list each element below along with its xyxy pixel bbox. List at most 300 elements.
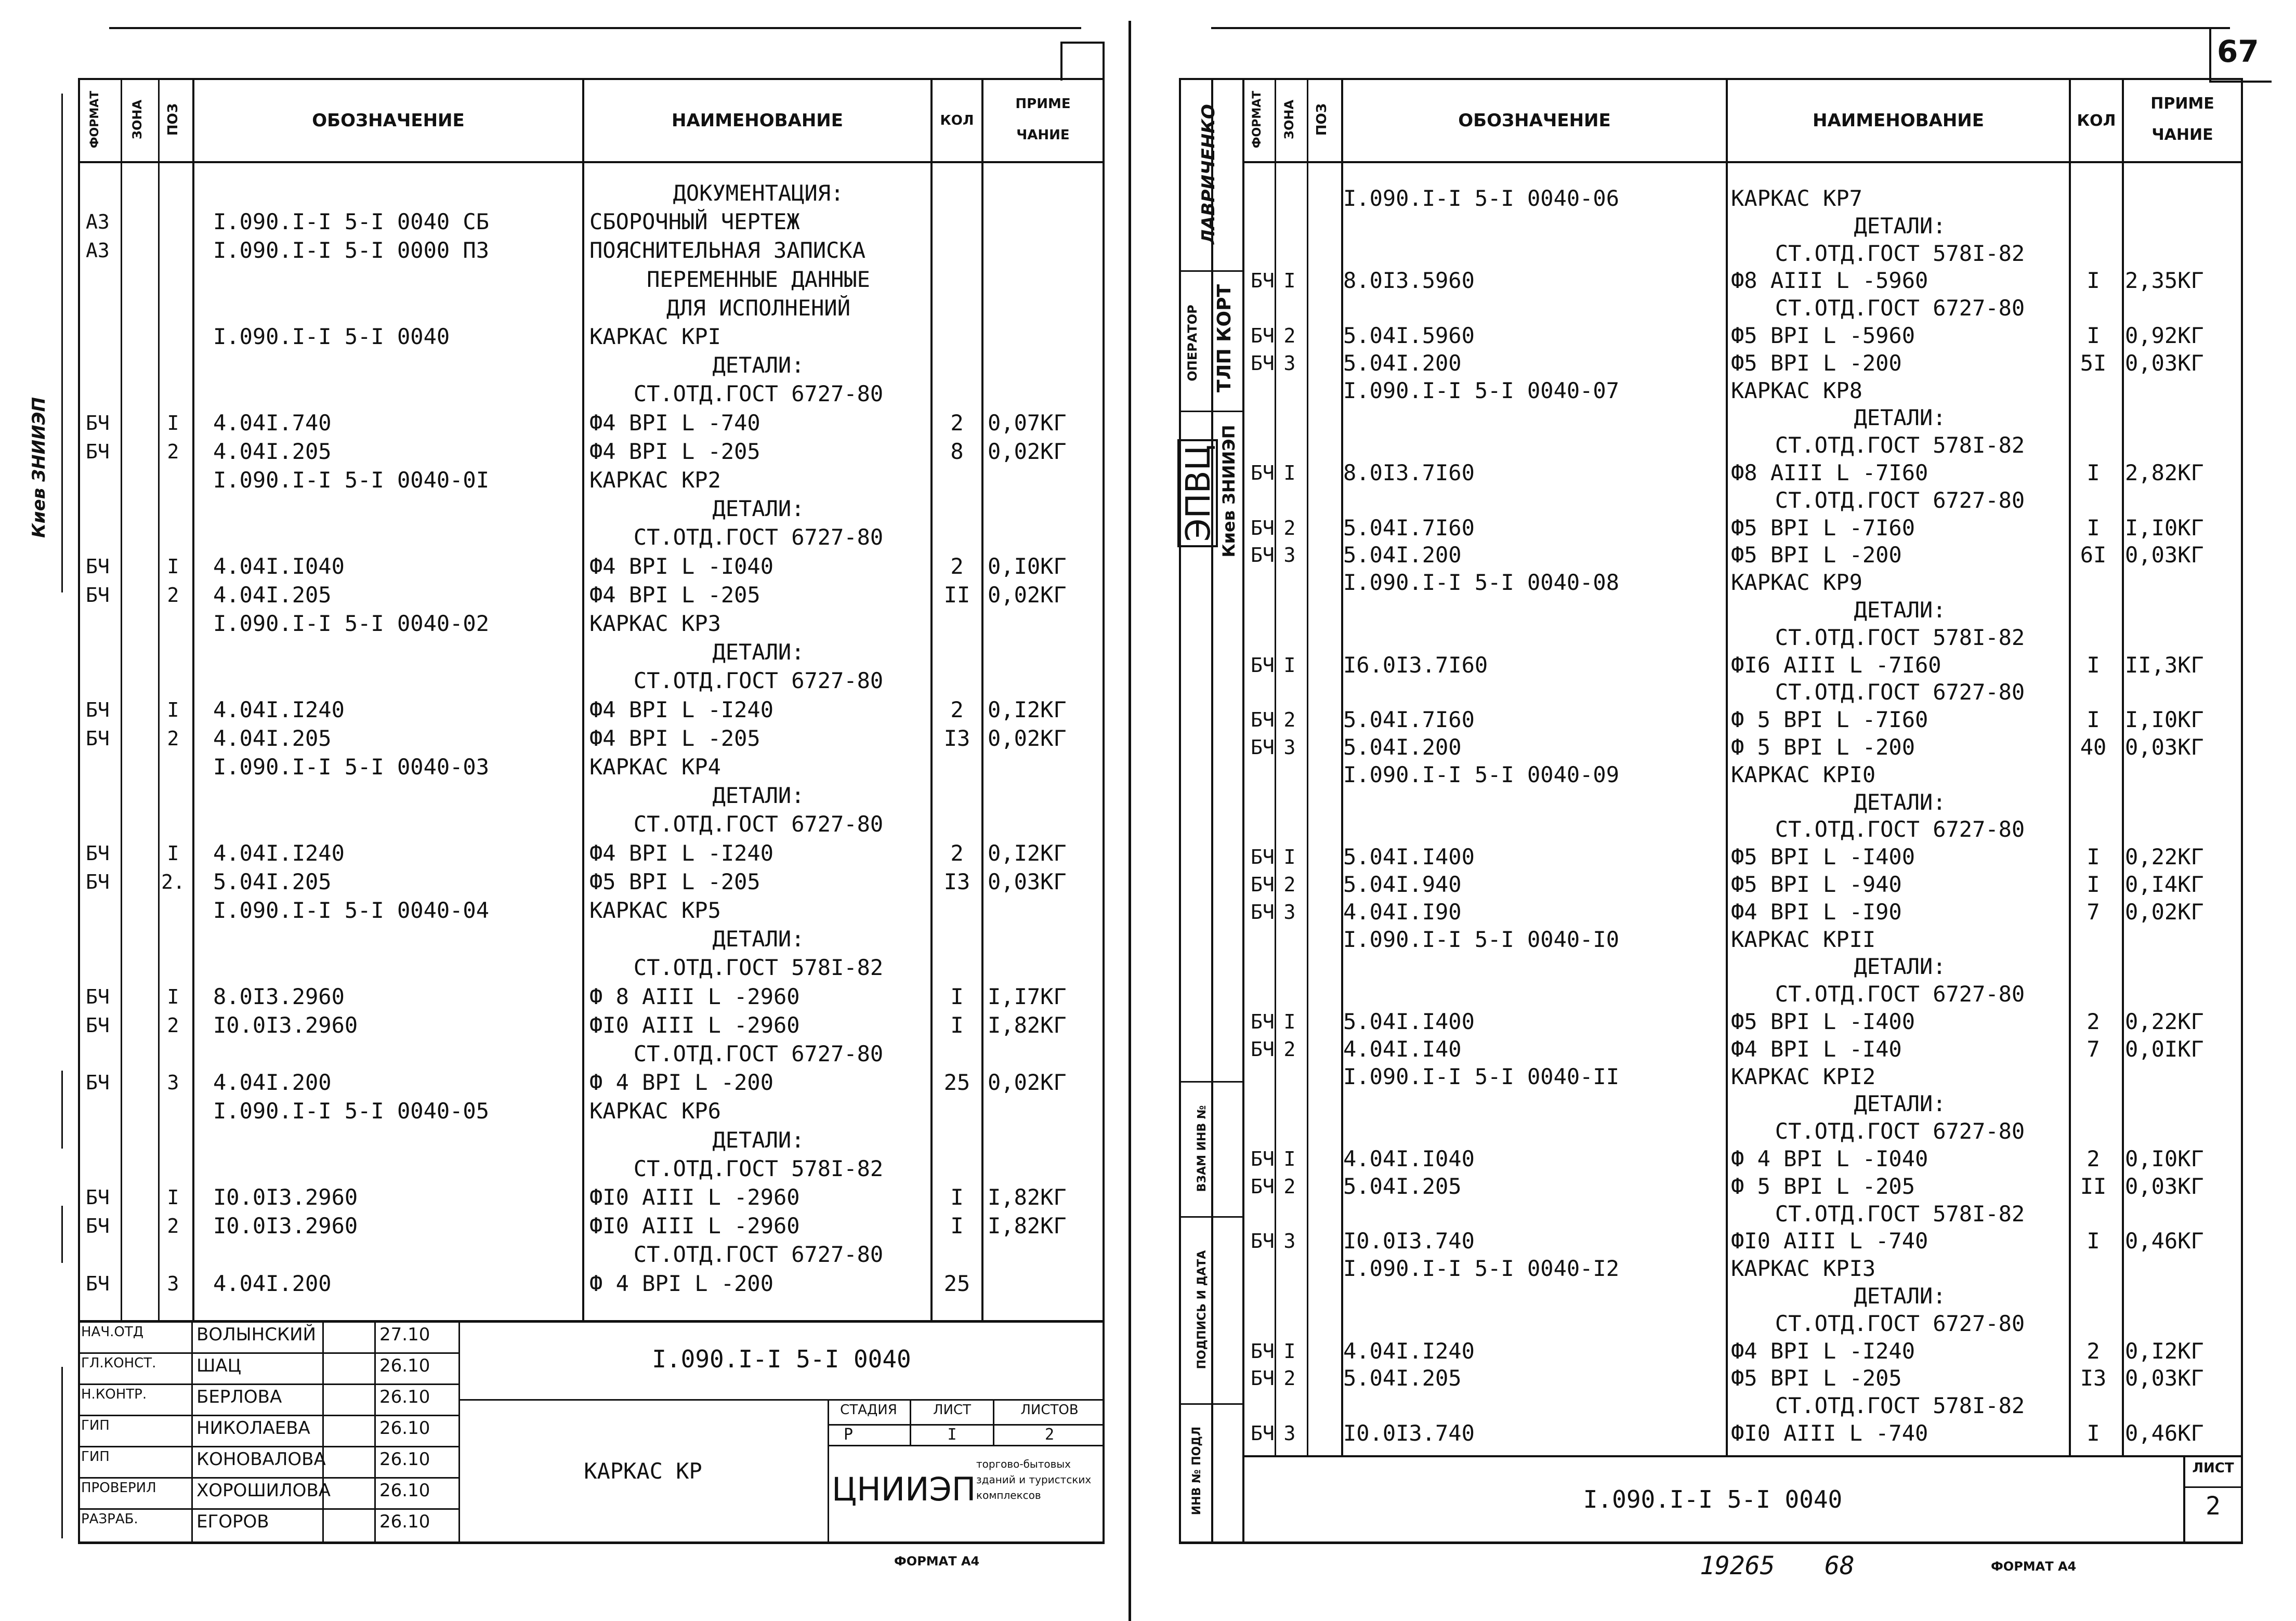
spec-row — [1149, 1203, 2243, 1230]
name-cell: Ф5 ВРI L -5960 — [1731, 323, 1915, 348]
stamp-org-sub: торгово-бытовых зданий и туристских комплексов — [976, 1458, 1092, 1501]
pos-cell: 2 — [1283, 516, 1296, 539]
qty-cell: 2 — [2087, 1338, 2100, 1364]
note-cell: 0,02КГ — [988, 582, 1067, 608]
stamp-stage: Р — [843, 1426, 854, 1444]
format-cell: БЧ — [86, 985, 110, 1008]
pos-cell: I — [1283, 1148, 1296, 1170]
pos-cell: 2 — [167, 440, 179, 463]
spec-row — [1149, 544, 2243, 571]
pos-cell: I — [1283, 653, 1296, 677]
designation-cell: 5.04I.200 — [1343, 542, 1462, 568]
spec-row — [1149, 242, 2243, 270]
qty-cell: 2 — [2087, 1009, 2100, 1034]
spec-row — [0, 383, 1105, 411]
qty-cell: 2 — [950, 840, 964, 866]
name-cell: ДЕТАЛИ: — [712, 352, 805, 378]
qty-cell: I — [2087, 872, 2100, 897]
spec-row — [1149, 763, 2243, 791]
spec-row — [0, 756, 1105, 784]
format-cell: БЧ — [86, 1013, 110, 1037]
name-cell: СТ.ОТД.ГОСТ 6727-80 — [633, 524, 884, 550]
designation-cell: I0.0I3.740 — [1343, 1420, 1475, 1446]
designation-cell: 4.04I.I90 — [1343, 899, 1462, 925]
stamp-date: 26.10 — [379, 1355, 430, 1376]
pos-cell: I — [167, 555, 179, 578]
spec-row — [0, 412, 1105, 440]
note-cell: 0,46КГ — [2125, 1228, 2204, 1254]
name-cell: ФI0 АIII L -740 — [1731, 1420, 1928, 1446]
designation-cell: I0.0I3.2960 — [213, 1012, 358, 1038]
stamp-sheets-label: ЛИСТОВ — [1020, 1402, 1079, 1418]
spec-row — [1149, 599, 2243, 626]
note-cell: 0,I4КГ — [2125, 872, 2204, 897]
name-cell: СТ.ОТД.ГОСТ 578I-82 — [633, 955, 884, 981]
note-cell: 0,46КГ — [2125, 1420, 2204, 1446]
spec-row — [0, 1100, 1105, 1128]
right-format-note: ФОРМАТ А4 — [1991, 1559, 2077, 1574]
note-cell: 0,I0КГ — [2125, 1146, 2204, 1171]
stamp-role: Н.КОНТР. — [81, 1387, 147, 1402]
left-format-note: ФОРМАТ А4 — [894, 1554, 980, 1569]
left-stamp — [78, 1320, 1105, 1544]
name-cell: КАРКАС КРI — [589, 324, 721, 349]
spec-row — [1149, 1038, 2243, 1065]
note-cell: 0,03КГ — [988, 868, 1067, 894]
qty-cell: 2 — [950, 553, 964, 579]
stamp-name: ВОЛЫНСКИЙ — [196, 1324, 316, 1345]
name-cell: Ф4 ВРI L -740 — [589, 410, 760, 436]
name-cell: КАРКАС КРI0 — [1731, 761, 1876, 787]
qty-cell: 7 — [2087, 1036, 2100, 1062]
designation-cell: 5.04I.940 — [1343, 872, 1462, 897]
designation-cell: I.090.I-I 5-I 0040-II — [1343, 1063, 1620, 1089]
name-cell: Ф5 ВРI L -I400 — [1731, 1009, 1915, 1034]
name-cell: Ф 8 АIII L -2960 — [589, 983, 800, 1009]
name-cell: Ф4 ВРI L -I040 — [589, 553, 774, 579]
spec-row — [0, 899, 1105, 928]
name-cell: Ф5 ВРI L -I400 — [1731, 844, 1915, 870]
pos-cell: I — [167, 985, 179, 1008]
spec-row — [1149, 791, 2243, 819]
header-name: НАИМЕНОВАНИЕ — [671, 110, 843, 131]
spec-row — [1149, 1285, 2243, 1312]
right-sheet — [1133, 0, 2296, 1621]
name-cell: ДЕТАЛИ: — [1854, 1091, 1946, 1117]
qty-cell: I — [2087, 844, 2100, 870]
qty-cell: I3 — [943, 868, 970, 894]
designation-cell: 4.04I.205 — [213, 725, 332, 751]
spec-row — [0, 584, 1105, 612]
designation-cell: 4.04I.I40 — [1343, 1036, 1462, 1062]
format-cell: БЧ — [86, 870, 110, 893]
stamp-name: ШАЦ — [196, 1355, 242, 1376]
format-cell: БЧ — [1251, 516, 1275, 539]
name-cell: КАРКАС КР9 — [1731, 570, 1862, 596]
name-cell: ДЕТАЛИ: — [1854, 405, 1946, 431]
right-footer-code: I.090.I-I 5-I 0040 — [1583, 1485, 1843, 1513]
name-cell: ФI0 АIII L -740 — [1731, 1228, 1928, 1254]
spec-row — [0, 440, 1105, 469]
name-cell: ДЕТАЛИ: — [712, 496, 805, 522]
name-cell: КАРКАС КР8 — [1731, 377, 1862, 403]
spec-row — [0, 1157, 1105, 1186]
qty-cell: 6I — [2080, 542, 2107, 568]
format-cell: А3 — [86, 210, 110, 234]
qty-cell: I — [2087, 323, 2100, 348]
note-cell: 2,82КГ — [2125, 460, 2204, 485]
pos-cell: 2 — [167, 727, 179, 750]
name-cell: ДЛЯ ИСПОЛНЕНИЙ — [666, 295, 850, 321]
designation-cell: 4.04I.I240 — [213, 696, 345, 722]
header-pos: ПОЗ — [165, 103, 181, 136]
designation-cell: I.090.I-I 5-I 0040 — [213, 324, 450, 349]
pos-cell: 3 — [1283, 544, 1296, 567]
designation-cell: 4.04I.200 — [213, 1070, 332, 1096]
note-cell: 0,0IКГ — [2125, 1036, 2204, 1062]
pos-cell: I — [167, 411, 179, 434]
name-cell: Ф5 ВРI L -7I60 — [1731, 515, 1915, 541]
pos-cell: 2 — [1283, 708, 1296, 732]
format-cell: БЧ — [1251, 269, 1275, 293]
spec-row — [1149, 873, 2243, 901]
r-header-designation: ОБОЗНАЧЕНИЕ — [1458, 110, 1611, 131]
spec-row — [1149, 901, 2243, 928]
name-cell: ДЕТАЛИ: — [1854, 954, 1946, 980]
spec-row — [0, 182, 1105, 210]
spec-row — [0, 612, 1105, 641]
name-cell: КАРКАС КР7 — [1731, 186, 1862, 211]
name-cell: ДЕТАЛИ: — [712, 1127, 805, 1153]
designation-cell: 8.0I3.2960 — [213, 983, 345, 1009]
designation-cell: I.090.I-I 5-I 0040-0I — [213, 467, 490, 493]
spec-row — [1149, 681, 2243, 708]
stamp-role: ГИП — [81, 1449, 110, 1465]
spec-row — [1149, 846, 2243, 873]
spec-row — [1149, 928, 2243, 956]
designation-cell: 5.04I.205 — [1343, 1365, 1462, 1391]
stamp-date: 26.10 — [379, 1511, 430, 1532]
name-cell: СТ.ОТД.ГОСТ 6727-80 — [1775, 487, 2025, 513]
name-cell: СТ.ОТД.ГОСТ 578I-82 — [1775, 1393, 2025, 1419]
designation-cell: 4.04I.200 — [213, 1270, 332, 1296]
note-cell: I,I0КГ — [2125, 515, 2204, 541]
format-cell: БЧ — [1251, 708, 1275, 732]
right-spec-table — [1149, 0, 2243, 1455]
side-signer: ЛАВРИЧЕНКО — [1198, 104, 1219, 244]
stamp-name: ЕГОРОВ — [196, 1511, 269, 1532]
spec-row — [0, 696, 1105, 727]
name-cell: Ф 5 ВРI L -205 — [1731, 1173, 1915, 1199]
spec-row — [0, 1129, 1105, 1157]
spec-row — [1149, 1367, 2243, 1394]
name-cell: ДЕТАЛИ: — [1854, 597, 1946, 623]
designation-cell: 4.04I.I240 — [1343, 1338, 1475, 1364]
qty-cell: 5I — [2080, 350, 2107, 376]
name-cell: КАРКАС КРI3 — [1731, 1256, 1876, 1282]
qty-cell: 7 — [2087, 899, 2100, 925]
spec-row — [1149, 1257, 2243, 1285]
stamp-role: НАЧ.ОТД — [81, 1324, 144, 1340]
name-cell: СТ.ОТД.ГОСТ 6727-80 — [633, 381, 884, 407]
designation-cell: I.090.I-I 5-I 0040-09 — [1343, 761, 1620, 787]
pos-cell: I — [167, 841, 179, 865]
note-cell: I,82КГ — [988, 1012, 1067, 1038]
spec-row — [0, 526, 1105, 555]
pos-cell: 2 — [1283, 1175, 1296, 1198]
stamp-date: 27.10 — [379, 1324, 430, 1345]
spec-row — [1149, 1148, 2243, 1175]
spec-row — [1149, 626, 2243, 654]
spec-row — [1149, 818, 2243, 846]
note-cell: 0,03КГ — [2125, 734, 2204, 760]
pos-cell: I — [1283, 1010, 1296, 1033]
name-cell: ДЕТАЛИ: — [1854, 789, 1946, 815]
format-cell: БЧ — [1251, 653, 1275, 677]
name-cell: Ф4 ВРI L -I240 — [589, 840, 774, 866]
spec-row — [0, 469, 1105, 497]
format-cell: БЧ — [1251, 351, 1275, 375]
spec-row — [0, 1071, 1105, 1100]
designation-cell: 5.04I.5960 — [1343, 323, 1475, 348]
spec-row — [0, 727, 1105, 756]
stamp-title: КАРКАС КР — [584, 1458, 702, 1484]
note-cell: 0,03КГ — [2125, 542, 2204, 568]
spec-row — [0, 1014, 1105, 1043]
note-cell: 0,92КГ — [2125, 323, 2204, 348]
spec-row — [1149, 517, 2243, 544]
stamp-sheet-label: ЛИСТ — [933, 1402, 972, 1418]
qty-cell: I — [2087, 707, 2100, 733]
pos-cell: 2 — [167, 1215, 179, 1238]
side-operator: ОПЕРАТОР — [1185, 305, 1200, 381]
note-cell: I,82КГ — [988, 1184, 1067, 1210]
pos-cell: 2 — [1283, 873, 1296, 896]
format-cell: БЧ — [1251, 1148, 1275, 1170]
name-cell: Ф5 ВРI L -205 — [589, 868, 760, 894]
spec-row — [0, 1043, 1105, 1071]
name-cell: Ф4 ВРI L -205 — [589, 438, 760, 464]
name-cell: ДЕТАЛИ: — [712, 639, 805, 665]
stamp-org: ЦНИИЭП — [832, 1470, 976, 1508]
stamp-date: 26.10 — [379, 1449, 430, 1470]
spec-row — [1149, 434, 2243, 462]
note-cell: 0,03КГ — [2125, 1365, 2204, 1391]
name-cell: Ф5 ВРI L -200 — [1731, 542, 1902, 568]
name-cell: Ф8 АIII L -5960 — [1731, 268, 1928, 294]
spec-row — [0, 813, 1105, 841]
designation-cell: 8.0I3.7I60 — [1343, 460, 1475, 485]
format-cell: БЧ — [1251, 1010, 1275, 1033]
name-cell: ДЕТАЛИ: — [1854, 213, 1946, 239]
note-cell: 0,03КГ — [2125, 1173, 2204, 1199]
name-cell: ДЕТАЛИ: — [712, 926, 805, 952]
designation-cell: I.090.I-I 5-I 0040-I2 — [1343, 1256, 1620, 1282]
name-cell: КАРКАС КР3 — [589, 611, 721, 636]
pos-cell: I — [167, 698, 179, 721]
left-margin-text: Киев ЗНИИЭП — [29, 397, 49, 538]
note-cell: 0,02КГ — [988, 1070, 1067, 1096]
name-cell: КАРКАС КР2 — [589, 467, 721, 493]
name-cell: КАРКАС КРII — [1731, 926, 1876, 952]
format-cell: БЧ — [1251, 1422, 1275, 1445]
spec-row — [0, 297, 1105, 325]
side-sign: ПОДПИСЬ И ДАТА — [1196, 1250, 1209, 1369]
name-cell: ПЕРЕМЕННЫЕ ДАННЫЕ — [647, 266, 870, 292]
note-cell: 0,I2КГ — [2125, 1338, 2204, 1364]
name-cell: Ф4 ВРI L -I240 — [589, 696, 774, 722]
spec-row — [1149, 654, 2243, 681]
designation-cell: 5.04I.7I60 — [1343, 515, 1475, 541]
format-cell: БЧ — [1251, 1037, 1275, 1061]
designation-cell: I.090.I-I 5-I 0040-07 — [1343, 377, 1620, 403]
name-cell: Ф8 АIII L -7I60 — [1731, 460, 1928, 485]
designation-cell: 5.04I.I400 — [1343, 1009, 1475, 1034]
name-cell: СТ.ОТД.ГОСТ 6727-80 — [1775, 816, 2025, 842]
bottom-num-2: 68 — [1825, 1551, 1855, 1580]
designation-cell: 5.04I.200 — [1343, 350, 1462, 376]
designation-cell: 5.04I.I400 — [1343, 844, 1475, 870]
name-cell: ФI0 АIII L -2960 — [589, 1012, 800, 1038]
format-cell: БЧ — [86, 727, 110, 750]
designation-cell: I6.0I3.7I60 — [1343, 652, 1488, 678]
designation-cell: 5.04I.200 — [1343, 734, 1462, 760]
spec-row — [0, 1186, 1105, 1215]
spec-row — [1149, 571, 2243, 599]
name-cell: Ф 4 ВРI L -200 — [589, 1070, 774, 1096]
name-cell: Ф 4 ВРI L -200 — [589, 1270, 774, 1296]
spec-row — [1149, 1092, 2243, 1120]
qty-cell: 25 — [943, 1270, 970, 1296]
pos-cell: 2 — [1283, 1367, 1296, 1390]
header-note-1: ПРИМЕ — [1015, 96, 1071, 112]
name-cell: СТ.ОТД.ГОСТ 6727-80 — [633, 668, 884, 694]
designation-cell: 4.04I.I240 — [213, 840, 345, 866]
note-cell: 0,I2КГ — [988, 696, 1067, 722]
stamp-role: ПРОВЕРИЛ — [81, 1480, 156, 1496]
designation-cell: 4.04I.I040 — [1343, 1146, 1475, 1171]
note-cell: I,82КГ — [988, 1213, 1067, 1239]
name-cell: СТ.ОТД.ГОСТ 578I-82 — [633, 1155, 884, 1181]
spec-row — [1149, 1065, 2243, 1093]
qty-cell: 2 — [2087, 1146, 2100, 1171]
format-cell: БЧ — [86, 411, 110, 434]
right-sheet-label: ЛИСТ — [2192, 1460, 2234, 1476]
designation-cell: 5.04I.7I60 — [1343, 707, 1475, 733]
designation-cell: 5.04I.205 — [1343, 1173, 1462, 1199]
header-zone: ЗОНА — [130, 99, 145, 140]
stamp-role: ГЛ.КОНСТ. — [81, 1355, 156, 1371]
spec-row — [0, 641, 1105, 669]
header-designation: ОБОЗНАЧЕНИЕ — [312, 110, 465, 131]
spec-row — [1149, 1175, 2243, 1203]
designation-cell: 4.04I.I040 — [213, 553, 345, 579]
spec-row — [1149, 1010, 2243, 1038]
designation-cell: I.090.I-I 5-I 0000 ПЗ — [213, 238, 490, 263]
name-cell: СТ.ОТД.ГОСТ 6727-80 — [1775, 1310, 2025, 1336]
r-header-pos: ПОЗ — [1314, 103, 1330, 136]
name-cell: СТ.ОТД.ГОСТ 6727-80 — [633, 1242, 884, 1268]
stamp-role: РАЗРАБ. — [81, 1511, 138, 1527]
left-spec-table — [0, 0, 1105, 1320]
spec-row — [1149, 462, 2243, 489]
note-cell: I,I0КГ — [2125, 707, 2204, 733]
note-cell: 0,02КГ — [2125, 899, 2204, 925]
name-cell: Ф4 ВРI L -I40 — [1731, 1036, 1902, 1062]
note-cell: 2,35КГ — [2125, 268, 2204, 294]
pos-cell: I — [1283, 1339, 1296, 1363]
note-cell: 0,07КГ — [988, 410, 1067, 436]
name-cell: СТ.ОТД.ГОСТ 578I-82 — [1775, 240, 2025, 266]
pos-cell: 3 — [167, 1071, 179, 1095]
note-cell: 0,I0КГ — [988, 553, 1067, 579]
header-note-2: ЧАНИЕ — [1016, 127, 1070, 143]
format-cell: БЧ — [1251, 873, 1275, 896]
note-cell: 0,22КГ — [2125, 844, 2204, 870]
designation-cell: 5.04I.205 — [213, 868, 332, 894]
name-cell: СТ.ОТД.ГОСТ 6727-80 — [1775, 1118, 2025, 1144]
spec-row — [0, 1272, 1105, 1301]
qty-cell: II — [943, 582, 970, 608]
format-cell: БЧ — [86, 698, 110, 721]
stamp-name: НИКОЛАЕВА — [196, 1418, 310, 1439]
name-cell: ДЕТАЛИ: — [1854, 1283, 1946, 1309]
spec-row — [0, 325, 1105, 354]
note-cell: 0,22КГ — [2125, 1009, 2204, 1034]
left-sheet — [0, 0, 1133, 1621]
header-qty: КОЛ — [940, 113, 974, 128]
format-cell: БЧ — [1251, 1230, 1275, 1253]
qty-cell: 2 — [950, 696, 964, 722]
spec-row — [0, 354, 1105, 383]
format-cell: БЧ — [86, 1186, 110, 1209]
name-cell: СБОРОЧНЫЙ ЧЕРТЕЖ — [589, 209, 800, 235]
pos-cell: I — [167, 1186, 179, 1209]
pos-cell: I — [1283, 846, 1296, 869]
format-cell: БЧ — [86, 583, 110, 607]
stamp-role: ГИП — [81, 1418, 110, 1433]
designation-cell: I0.0I3.740 — [1343, 1228, 1475, 1254]
spec-row — [1149, 269, 2243, 297]
bottom-num-1: 19265 — [1700, 1551, 1775, 1580]
name-cell: КАРКАС КР6 — [589, 1098, 721, 1124]
spec-row — [1149, 1312, 2243, 1340]
stamp-date: 26.10 — [379, 1387, 430, 1407]
spec-row — [1149, 489, 2243, 517]
qty-cell: 8 — [950, 438, 964, 464]
spec-row — [1149, 736, 2243, 763]
designation-cell: I.090.I-I 5-I 0040-05 — [213, 1098, 490, 1124]
format-cell: БЧ — [86, 841, 110, 865]
designation-cell: 4.04I.740 — [213, 410, 332, 436]
qty-cell: I — [2087, 652, 2100, 678]
spec-row — [1149, 1422, 2243, 1449]
pos-cell: 3 — [1283, 351, 1296, 375]
designation-cell: I0.0I3.2960 — [213, 1184, 358, 1210]
stamp-sheet: I — [947, 1426, 957, 1444]
spec-row — [1149, 708, 2243, 736]
name-cell: ДЕТАЛИ: — [712, 783, 805, 809]
pos-cell: I — [1283, 462, 1296, 484]
side-inv2: ИНВ № ПОДЛ — [1190, 1426, 1203, 1515]
pos-cell: 3 — [167, 1272, 179, 1295]
spec-row — [1149, 955, 2243, 983]
stamp-people — [78, 1320, 458, 1544]
name-cell: СТ.ОТД.ГОСТ 6727-80 — [1775, 981, 2025, 1007]
pos-cell: 3 — [1283, 1230, 1296, 1253]
pos-cell: I — [1283, 269, 1296, 293]
name-cell: Ф 5 ВРI L -200 — [1731, 734, 1915, 760]
